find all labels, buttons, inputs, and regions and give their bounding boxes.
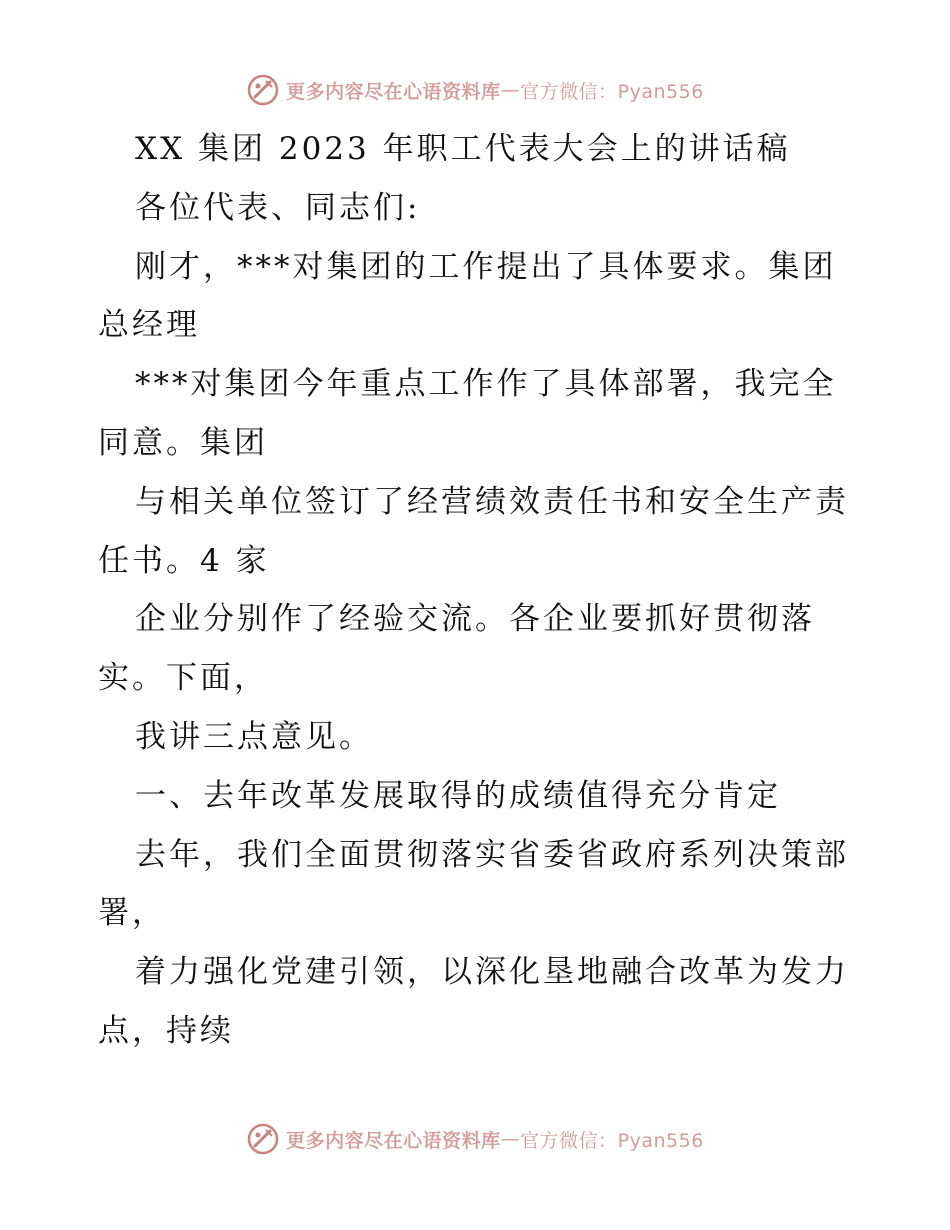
paragraph-line: 企业分别作了经验交流。各企业要抓好贯彻落 bbox=[135, 601, 815, 638]
watermark-separator: — bbox=[500, 1128, 521, 1150]
watermark-account: 官方微信：Pyan556 bbox=[520, 80, 704, 103]
watermark-separator: — bbox=[500, 79, 521, 101]
paragraph-line: 我讲三点意见。 bbox=[135, 718, 373, 755]
seal-logo-icon bbox=[246, 73, 280, 107]
paragraph-line: 实。下面， bbox=[98, 660, 268, 697]
watermark-text: 更多内容尽在心语资料库 bbox=[286, 80, 501, 103]
paragraph-line: 任书。4 家 bbox=[98, 542, 270, 579]
section-heading: 一、去年改革发展取得的成绩值得充分肯定 bbox=[135, 777, 781, 814]
paragraph-line: 刚才，***对集团的工作提出了具体要求。集团 bbox=[135, 248, 837, 285]
paragraph-line: 着力强化党建引领，以深化垦地融合改革为发力 bbox=[135, 954, 849, 991]
paragraph-line: 署， bbox=[98, 895, 166, 932]
paragraph-line: 总经理 bbox=[98, 307, 200, 344]
salutation: 各位代表、同志们: bbox=[135, 189, 421, 226]
watermark-text: 更多内容尽在心语资料库 bbox=[286, 1129, 501, 1152]
paragraph-line: ***对集团今年重点工作作了具体部署，我完全 bbox=[135, 366, 837, 403]
paragraph-line: 点，持续 bbox=[98, 1012, 234, 1049]
seal-logo-icon bbox=[246, 1122, 280, 1156]
header-watermark bbox=[0, 70, 950, 110]
paragraph-line: 去年，我们全面贯彻落实省委省政府系列决策部 bbox=[135, 836, 849, 873]
paragraph-line: 与相关单位签订了经营绩效责任书和安全生产责 bbox=[135, 483, 849, 520]
paragraph-line: 同意。集团 bbox=[98, 424, 268, 461]
document-body bbox=[98, 120, 858, 1061]
footer-watermark bbox=[0, 1119, 950, 1159]
watermark-account: 官方微信：Pyan556 bbox=[520, 1129, 704, 1152]
document-title: XX 集团 2023 年职工代表大会上的讲话稿 bbox=[135, 131, 791, 167]
